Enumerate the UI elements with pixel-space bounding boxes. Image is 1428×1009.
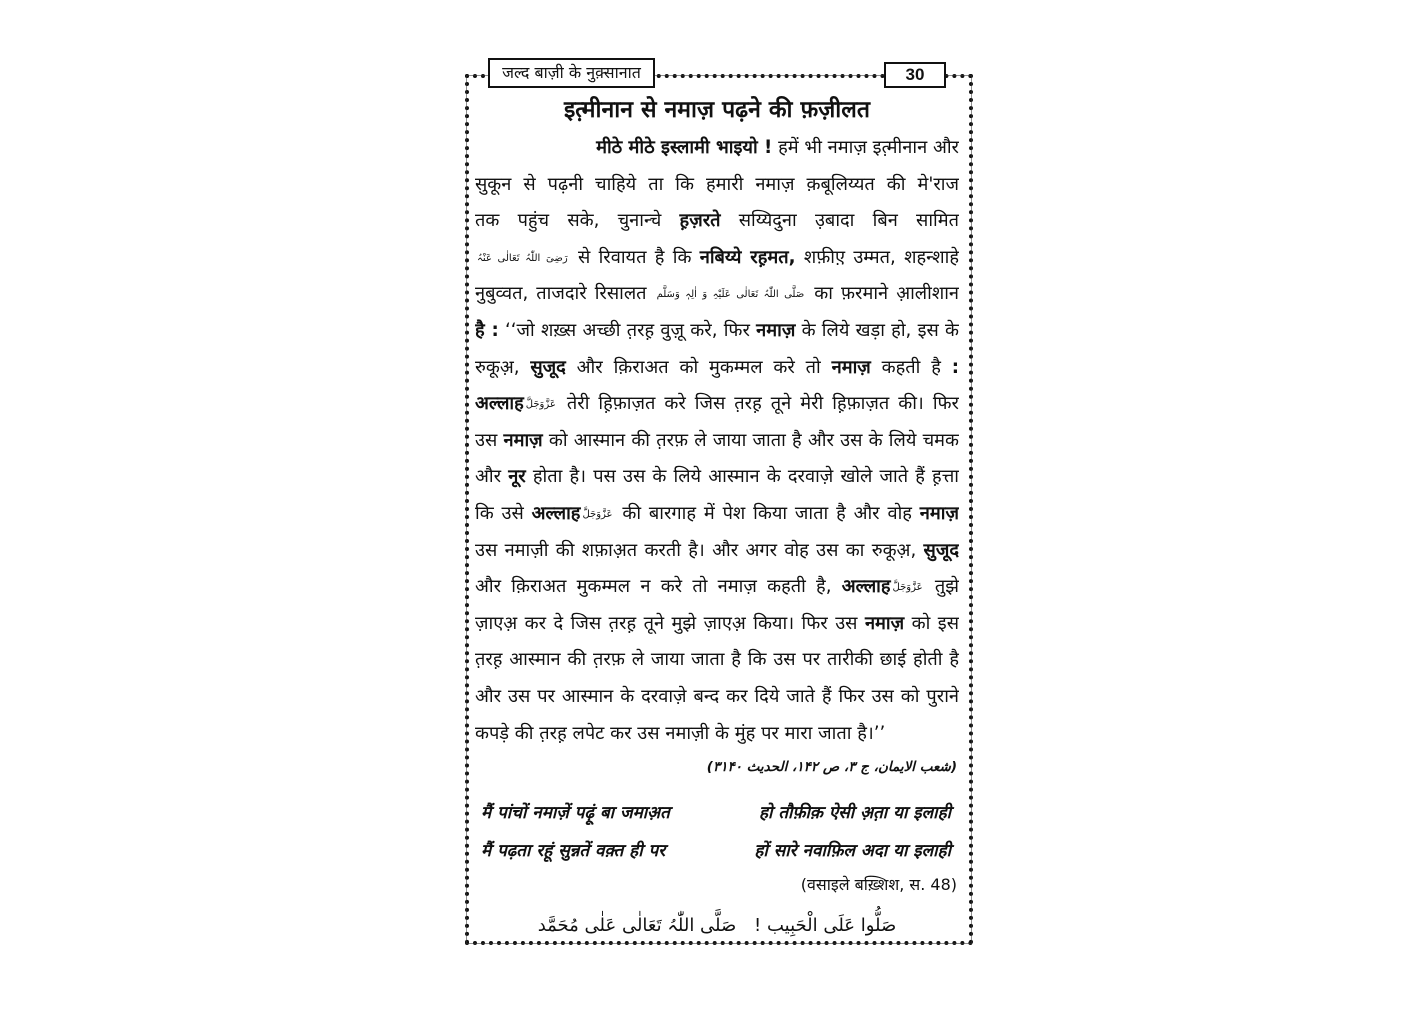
emphasis-text: अल्लाह bbox=[841, 576, 891, 598]
emphasis-text: अल्लाह bbox=[475, 393, 524, 415]
emphasis-text: नमाज़ bbox=[919, 502, 959, 524]
hadith-paragraph bbox=[475, 130, 959, 752]
body-text: ‘‘जो शख़्स अच्छी त़रह़ वुज़ू करे, फिर bbox=[498, 319, 757, 341]
body-text: हमें भी नमाज़ इत़्मीनान और bbox=[772, 137, 959, 158]
body-text: सय्यिदुना उ़बादा बिन सामित bbox=[720, 210, 959, 232]
paragraph-line bbox=[475, 386, 959, 423]
body-text: रुकूअ़, bbox=[475, 356, 531, 378]
poem-verse bbox=[475, 832, 959, 870]
body-text: से रिवायत है कि bbox=[569, 246, 700, 268]
salawat-line bbox=[475, 906, 959, 946]
poem-hemistich-left: मैं पांचों नमाज़ें पढ़ूं बा जमाअ़त bbox=[481, 803, 670, 824]
emphasis-text: है : bbox=[475, 319, 499, 341]
paragraph-line bbox=[475, 569, 959, 606]
body-text: को आस्मान की त़रफ़ ले जाया जाता है और उस के लिये चमक bbox=[542, 429, 959, 451]
body-text: सुकून से पढ़नी चाहिये ता कि हमारी नमाज़ क़बूलिय्यत की मे'राज bbox=[475, 173, 959, 195]
body-text: को इस bbox=[904, 612, 959, 634]
salawat-reply: صَلَّی اللّٰہُ تَعَالٰی عَلٰی مُحَمَّد bbox=[537, 915, 737, 937]
poem-verse bbox=[475, 794, 959, 832]
body-text: तक पहुंच सके, चुनान्चे bbox=[475, 210, 680, 232]
body-text: शफ़ीए़ उम्मत, शहन्शाहे bbox=[795, 246, 959, 268]
body-text: उस नमाज़ी की शफ़ाअ़त करती है। और अगर वोह उस का रुकूअ़, bbox=[475, 539, 924, 561]
emphasis-text: नूर bbox=[508, 466, 526, 488]
body-text: की बारगाह में पेश किया जाता है और वोह bbox=[614, 502, 920, 524]
arabic-honorific: عَزَّوَجَلَّ bbox=[582, 508, 613, 520]
emphasis-text: नमाज़ bbox=[756, 319, 796, 341]
paragraph-line bbox=[475, 167, 959, 204]
body-text: और क़िराअत को मुकम्मल करे तो bbox=[565, 356, 832, 378]
body-text: और bbox=[475, 466, 509, 488]
body-text: कि उसे bbox=[475, 502, 532, 524]
emphasis-text: मीठे मीठे इस्लामी भाइयो ! bbox=[596, 137, 773, 158]
paragraph-line bbox=[475, 716, 959, 753]
paragraph-line bbox=[475, 276, 959, 313]
paragraph-line bbox=[475, 203, 959, 240]
poem-block bbox=[475, 794, 959, 900]
arabic-honorific: عَزَّوَجَلَّ bbox=[525, 399, 556, 411]
paragraph-line bbox=[475, 679, 959, 716]
body-text: उस bbox=[475, 429, 504, 451]
salawat-call: صَلُّوا عَلَی الْحَبِیب ! bbox=[754, 915, 897, 937]
paragraph-line bbox=[475, 423, 959, 460]
paragraph-line bbox=[475, 533, 959, 570]
emphasis-text: नबिय्ये रह़मत, bbox=[699, 246, 796, 268]
page-content bbox=[475, 92, 959, 946]
body-text: तेरी ह़िफ़ाज़त करे जिस त़रह़ तूने मेरी ह़िफ़ाज़त की। फिर bbox=[557, 393, 959, 415]
paragraph-line bbox=[475, 313, 959, 350]
arabic-honorific: عَزَّوَجَلَّ bbox=[892, 582, 923, 594]
body-text: कहती है bbox=[870, 356, 952, 378]
body-text: और क़िराअत मुकम्मल न करे तो नमाज़ कहती है, bbox=[475, 576, 842, 598]
emphasis-text: सुजूद bbox=[923, 539, 959, 561]
body-text: के लिये खड़ा हो, इस के bbox=[795, 319, 959, 341]
arabic-honorific: صَلَّی اللّٰہُ تَعَالٰی عَلَیْہِ وَ اٰلِہٖ وَسَلَّم bbox=[656, 289, 805, 301]
body-text: त़रह़ आस्मान की त़रफ़ ले जाया जाता है कि उस पर तारीकी छाई होती है bbox=[475, 649, 959, 671]
body-text: होता है। पस उस के लिये आस्मान के दरवाज़े खोले जाते हैं ह़त्ता bbox=[525, 466, 959, 488]
emphasis-text: नमाज़ bbox=[831, 356, 871, 378]
emphasis-text: नमाज़ bbox=[503, 429, 543, 451]
body-text: नुबुव्वत, ताजदारे रिसालत bbox=[475, 283, 655, 305]
section-title: इत़्मीनान से नमाज़ पढ़ने की फ़ज़ीलत bbox=[564, 97, 870, 123]
poem-source: (वसाइले बख़्शिश, स. 48) bbox=[800, 875, 957, 895]
poem-hemistich-left: मैं पढ़ता रहूं सुन्नतें वक़्त ही पर bbox=[481, 841, 666, 862]
paragraph-line bbox=[475, 130, 959, 167]
arabic-honorific: رَضِیَ اللّٰہُ تَعَالٰی عَنْہُ bbox=[477, 252, 568, 264]
body-text: ज़ाएअ़ कर दे जिस त़रह़ तूने मुझे ज़ाएअ़ किया। फिर उस bbox=[475, 612, 865, 634]
book-page bbox=[465, 63, 973, 945]
hadith-citation: (شعب الایمان، ج ۳، ص ۱۴۲، الحدیث ۳۱۴۰) bbox=[706, 759, 957, 776]
body-text: और उस पर आस्मान के दरवाज़े बन्द कर दिये जाते हैं फिर उस को पुराने bbox=[475, 685, 959, 707]
paragraph-line bbox=[475, 642, 959, 679]
emphasis-text: ह़ज़रते bbox=[679, 210, 721, 232]
paragraph-line bbox=[475, 606, 959, 643]
emphasis-text: नमाज़ bbox=[864, 612, 905, 634]
paragraph-line bbox=[475, 240, 959, 277]
running-title: जल्द बाज़ी के नुक़्सानात bbox=[488, 58, 655, 88]
emphasis-text: सुजूद bbox=[530, 356, 566, 378]
page-number: 30 bbox=[884, 62, 946, 88]
body-text: का फ़रमाने आ़लीशान bbox=[806, 283, 959, 305]
emphasis-text: अल्लाह bbox=[531, 502, 581, 524]
poem-hemistich-right: हों सारे नवाफ़िल अदा या इलाही bbox=[754, 841, 951, 862]
emphasis-text: : bbox=[951, 356, 959, 378]
paragraph-line bbox=[475, 350, 959, 387]
paragraph-line bbox=[475, 496, 959, 533]
body-text: कपड़े की त़रह़ लपेट कर उस नमाज़ी के मुंह पर मारा जाता है।’’ bbox=[475, 722, 886, 744]
body-text: तुझे bbox=[924, 576, 959, 598]
poem-hemistich-right: हो तौफ़ीक़ ऐसी अ़त़ा या इलाही bbox=[758, 803, 951, 824]
paragraph-line bbox=[475, 459, 959, 496]
